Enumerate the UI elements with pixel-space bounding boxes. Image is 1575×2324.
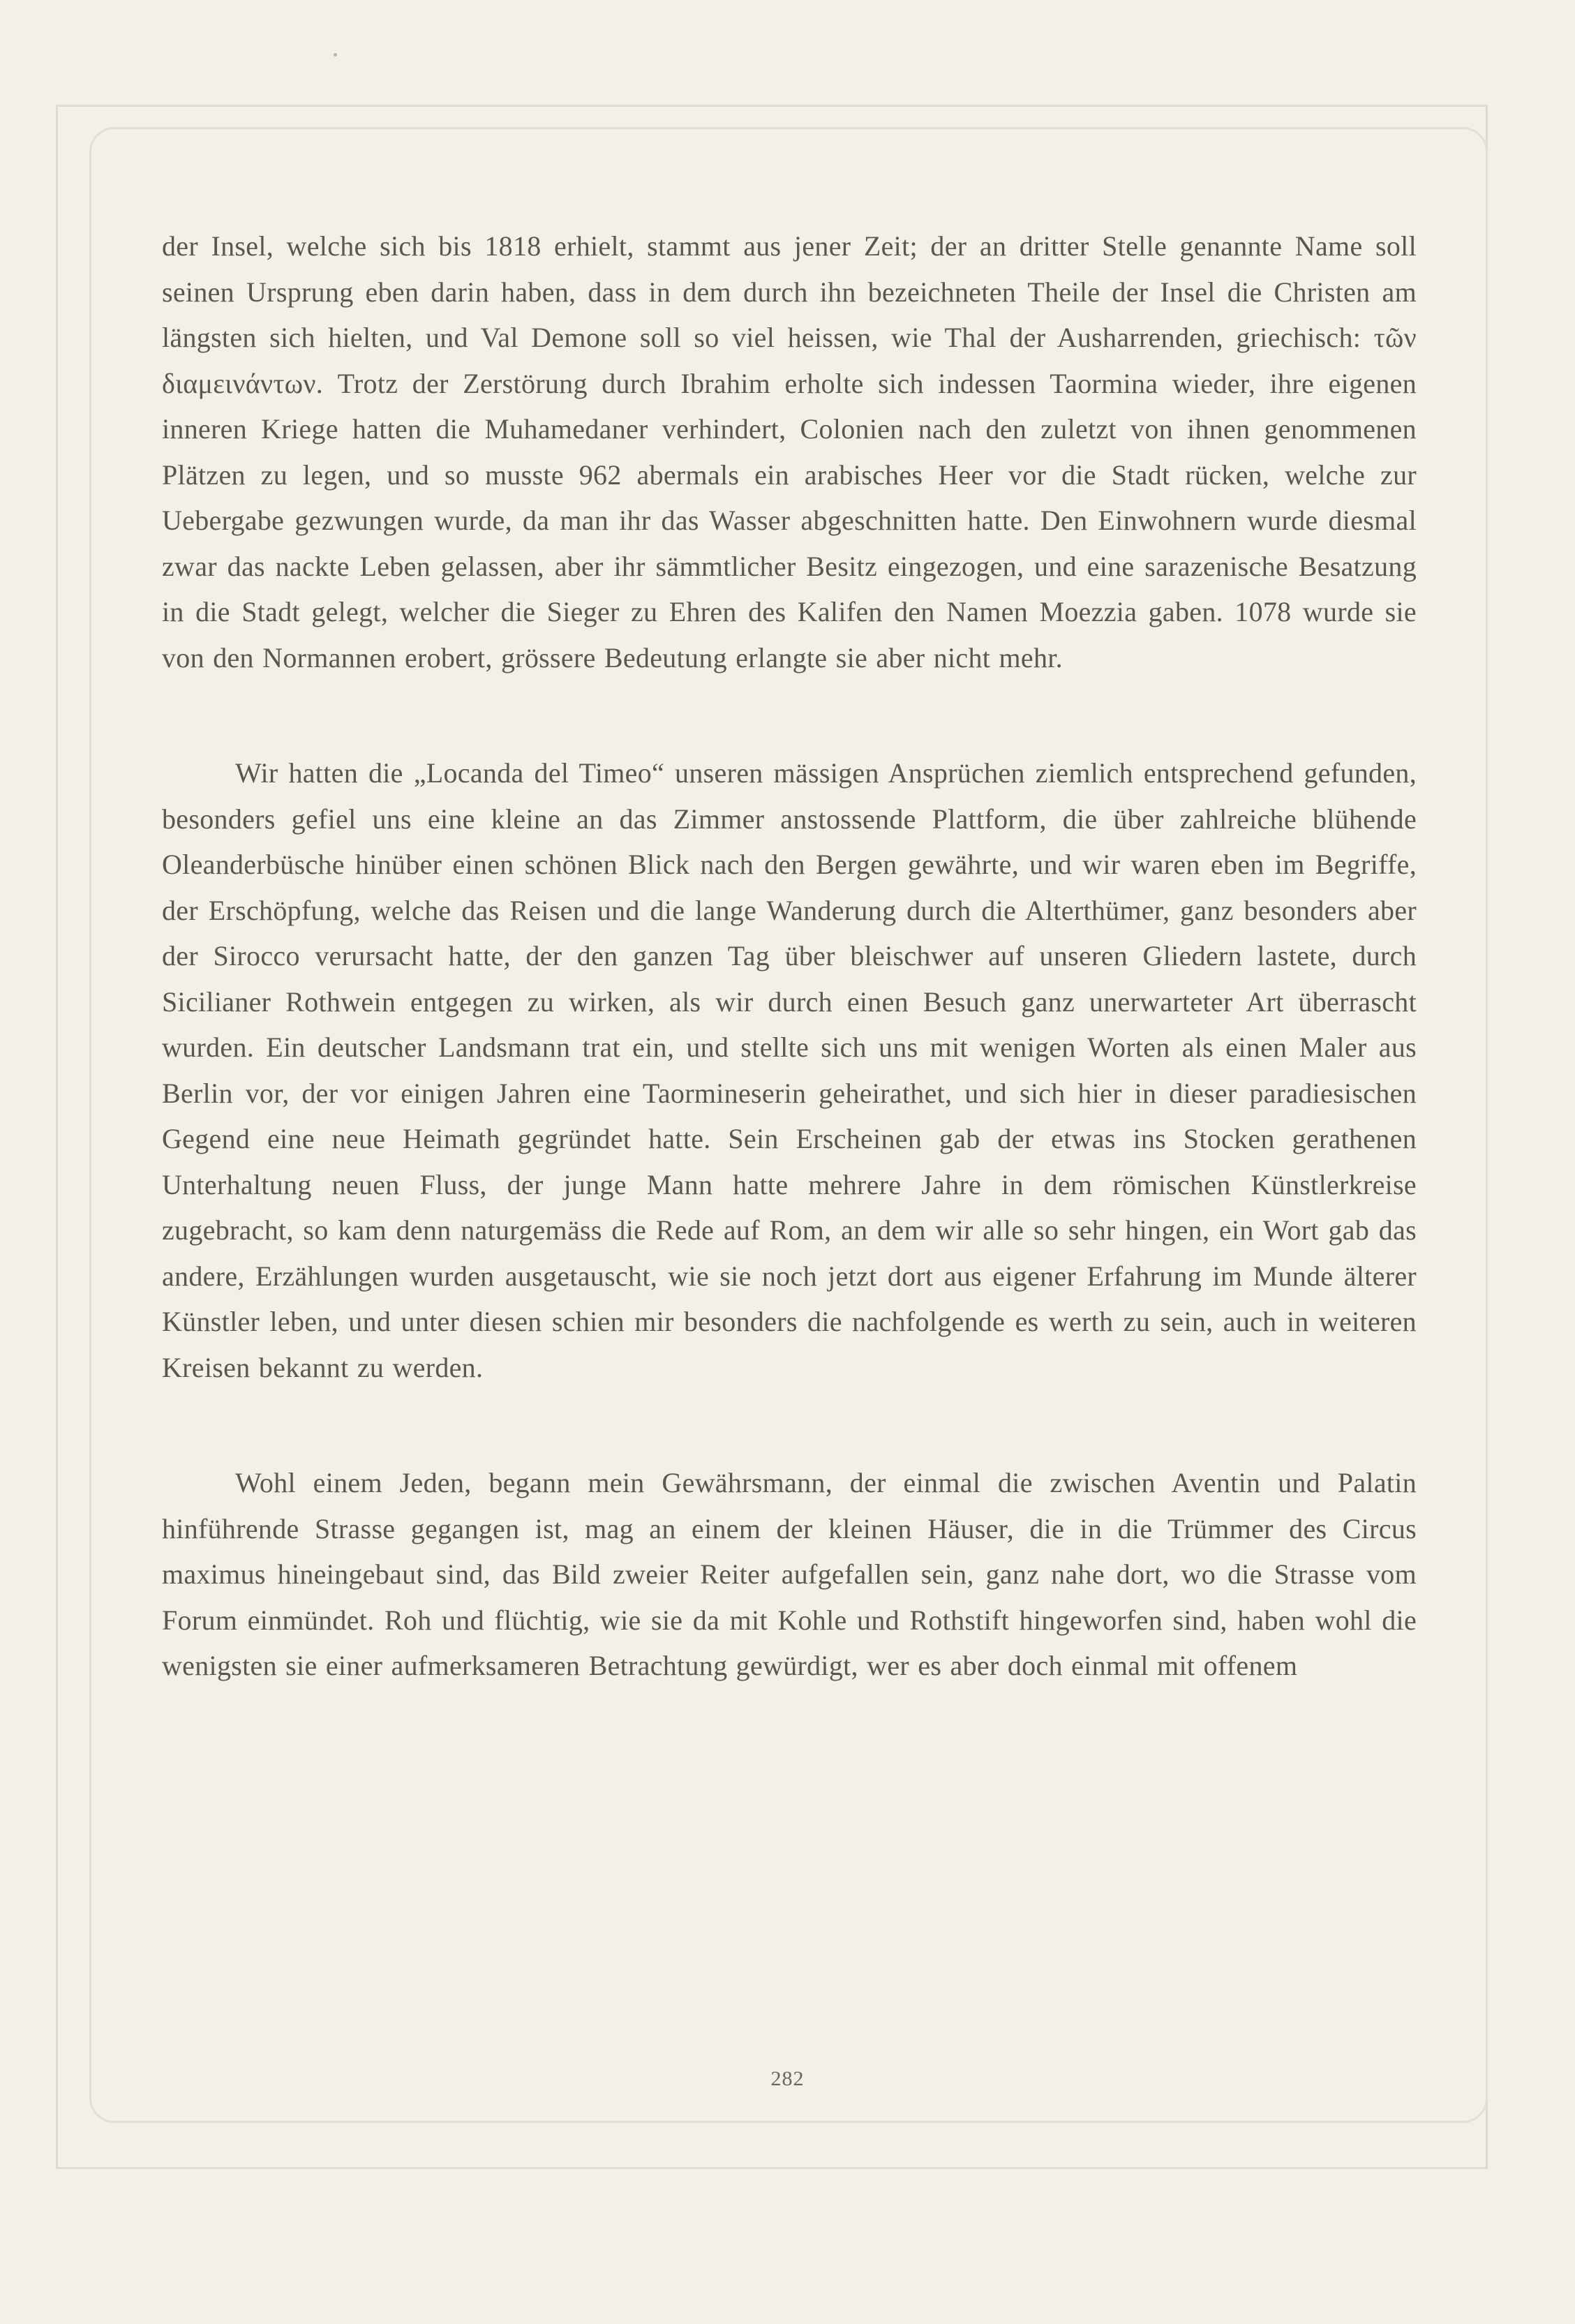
paragraph-2: Wir hatten die „Locanda del Timeo“ unseren mässigen Ansprüchen ziemlich entsprechend gefunden, besonders gefiel uns eine kleine an das Zimmer anstossende Plattform, die über zahlreiche blühende Oleanderbüsche hinüber einen schönen Blick nach den Bergen gewährte, und wir waren eben im Begriffe, der Erschöpfung, welche das Reisen und die lange Wanderung durch die Alterthümer, ganz besonders aber der Sirocco verursacht hatte, der den ganzen Tag über bleischwer auf unseren Gliedern lastete, durch Sicilianer Rothwein entgegen zu wirken, als wir durch einen Besuch ganz unerwarteter Art überrascht wurden. Ein deutscher Landsmann trat ein, und stellte sich uns mit wenigen Worten als einen Maler aus Berlin vor, der vor einigen Jahren eine Taormineserin geheirathet, und sich hier in dieser paradiesischen Gegend eine neue Heimath gegründet hatte. Sein Erscheinen gab der etwas ins Stocken gerathenen Unterhaltung neuen Fluss, der junge Mann hatte mehrere Jahre in dem römischen Künstlerkreise zugebracht, so kam denn naturgemäss die Rede auf Rom, an dem wir alle so sehr hingen, ein Wort gab das andere, Erzählungen wurden ausgetauscht, wie sie noch jetzt dort aus eigener Erfahrung im Munde älterer Künstler leben, und unter diesen schien mir besonders die nachfolgende es werth zu sein, auch in weiteren Kreisen bekannt zu werden. [162, 757, 1417, 1383]
page-number: 282 [770, 2067, 805, 2090]
body-text [162, 223, 1417, 1689]
paragraph-1: der Insel, welche sich bis 1818 erhielt, stammt aus jener Zeit; der an dritter Stelle genannte Name soll seinen Ursprung eben darin haben, dass in dem durch ihn bezeichneten Theile der Insel die Christen am längsten sich hielten, und Val Demone soll so viel heissen, wie Thal der Ausharrenden, griechisch: τῶν διαμεινάντων. Trotz der Zerstörung durch Ibrahim erholte sich indessen Taormina wieder, ihre eigenen inneren Kriege hatten die Muhamedaner verhindert, Colonien nach den zuletzt von ihnen genommenen Plätzen zu legen, und so musste 962 abermals ein arabisches Heer vor die Stadt rücken, welche zur Uebergabe gezwungen wurde, da man ihr das Wasser abgeschnitten hatte. Den Einwohnern wurde diesmal zwar das nackte Leben gelassen, aber ihr sämmtlicher Besitz eingezogen, und eine sarazenische Besatzung in die Stadt gelegt, welcher die Sieger zu Ehren des Kalifen den Namen Moezzia gaben. 1078 wurde sie von den Normannen erobert, grössere Bedeutung erlangte sie aber nicht mehr. [162, 230, 1417, 673]
paper-speck [334, 53, 337, 57]
paragraph-3: Wohl einem Jeden, begann mein Gewährsmann, der einmal die zwischen Aventin und Palatin hinführende Strasse gegangen ist, mag an einem der kleinen Häuser, die in die Trümmer des Circus maximus hineingebaut sind, das Bild zweier Reiter aufgefallen sein, ganz nahe dort, wo die Strasse vom Forum einmündet. Roh und flüchtig, wie sie da mit Kohle und Rothstift hingeworfen sind, haben wohl die wenigsten sie einer aufmerksameren Betrachtung gewürdigt, wer es aber doch einmal mit offenem [162, 1467, 1417, 1681]
